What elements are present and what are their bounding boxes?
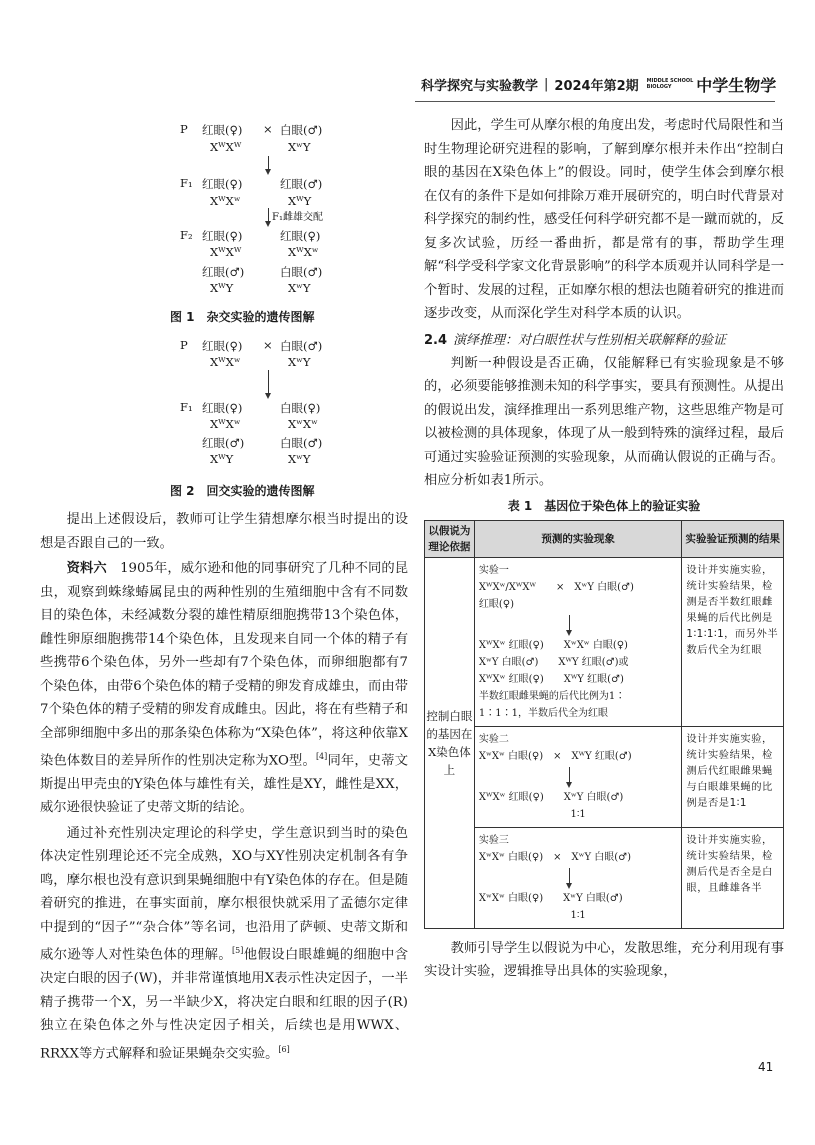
logo-en-line2: BIOLOGY <box>646 84 672 90</box>
fig2-f1-label: F₁ <box>180 400 193 414</box>
exp2-title: 实验二 <box>478 733 509 745</box>
header-basis: 以假说为理论依据 <box>425 520 475 557</box>
paragraph-morgan-perspective <box>424 114 784 326</box>
exp2-parents: XʷXʷ 白眼(♀) × XᵂY 红眼(♂) <box>478 750 632 762</box>
paragraph-text: 通过补充性别决定理论的科学史，学生意识到当时的染色体决定性别理论还不完全成熟，XO与XY性别决定机制各有争鸣，摩尔根也没有意识到果蝇细胞中有Y染色体的存在。但是随着研究的推进，在事实面前，摩尔根很快就采用了孟德尔定律中提到的“因子”“杂合体”等名词，也沿用了萨顿、史蒂文斯和威尔逊等人对性染色体的理解。 <box>40 825 408 963</box>
experiment-2-prediction <box>474 726 682 827</box>
experiment-1-result: 设计并实施实验，统计实验结果，检测是否半数红眼雌果蝇的后代比例是1∶1∶1∶1，而另外半数后代全为红眼 <box>682 557 784 726</box>
fig2-f1-c-genotype: XᵂY <box>210 452 234 466</box>
fig1-f2-d: 白眼(♂) <box>280 265 323 279</box>
paragraph-text: 因此，学生可从摩尔根的角度出发，考虑时代局限性和当时生物理论研究进程的影响，了解到摩尔根并未作出“控制白眼的基因在X染色体上”的假设。同时，使学生体会到摩尔根在仅有的条件下是如何排除万难开展研究的，明白时代背景对科学探究的制约性，感受任何科学研究都不是一蹴而就的，反复多次试验，历经一番曲折，都是常有的事，帮助学生理解“科学受科学家文化背景影响”的科学本质观并认同科学是一个暂时、发展的过程，正如摩尔根的想法也随着研究的推进而逐步改变，从而深化学生对科学本质的认识。 <box>424 118 784 321</box>
fig1-cross: × <box>263 122 273 136</box>
paragraph-sex-determination <box>40 822 408 1066</box>
fig2-arrow-icon <box>268 370 269 394</box>
citation-6: [6] <box>278 1044 290 1054</box>
fig2-f1-a-genotype: XᵂXʷ <box>210 417 241 431</box>
fig1-f1-female: 红眼(♀) <box>202 177 243 191</box>
experiment-3-result: 设计并实施实验，统计实验结果，检测后代是否全是白眼，且雌雄各半 <box>682 827 784 928</box>
logo-en-line1: MIDDLE SCHOOL <box>646 78 694 84</box>
paragraph-teacher-guidance <box>424 937 784 984</box>
paragraph-hypothesis-guess <box>40 508 408 555</box>
header-rule <box>415 101 775 102</box>
exp2-offspring: XᵂXʷ 红眼(♀) XʷY 白眼(♂) <box>478 791 624 803</box>
journal-section: 科学探究与实验教学 <box>421 78 539 94</box>
material-six-tail: 同年，史蒂文斯提出甲壳虫的Y染色体与雄性有关，雄性是XY，雌性是XX，威尔逊很快验证了史蒂文斯的结论。 <box>40 753 409 816</box>
paragraph-text: 教师引导学生以假说为中心，发散思维，充分利用现有事实设计实验，逻辑推导出具体的实验现象， <box>424 940 784 979</box>
figure-2-diagram <box>40 334 408 470</box>
citation-5: [5] <box>232 946 244 956</box>
figure-1-diagram <box>40 114 408 302</box>
fig2-p-female-genotype: XᵂXʷ <box>210 355 241 369</box>
table-1-caption: 表 1 基因位于染色体上的验证实验 <box>507 498 701 513</box>
fig1-f1-male-genotype: XᵂY <box>288 194 312 208</box>
fig1-f1-note: F₁雌雄交配 <box>272 212 323 223</box>
journal-logo-cn: 中学生物学 <box>696 75 777 95</box>
fig2-f1-b: 白眼(♀) <box>280 401 321 415</box>
fig2-f1-c: 红眼(♂) <box>202 436 245 450</box>
exp1-female: XᵂXʷ/XᵂXᵂ <box>478 581 536 593</box>
fig1-p-male-genotype: XʷY <box>288 140 311 154</box>
fig1-f2-b: 红眼(♀) <box>280 229 321 243</box>
fig1-p-male: 白眼(♂) <box>280 123 323 137</box>
header-result: 实验验证预测的结果 <box>682 520 784 557</box>
paragraph-tail: 他假设白眼雄蝇的细胞中含决定白眼的因子(W)，并非常谨慎地用X表示性决定因子，一半精子携带一个X，另一半缺少X，将决定白眼和红眼的因子(R)独立在染色体之外与性决定因子相关，后续也是用WWX、RRXX等方式解释和验证果蝇杂交实验。 <box>40 947 409 1062</box>
journal-issue: 2024年第2期 <box>554 78 639 94</box>
fig1-f1-female-genotype: XᵂXʷ <box>210 194 241 208</box>
fig2-f1-b-genotype: XʷXʷ <box>288 417 318 431</box>
fig1-f2-c-genotype: XᵂY <box>210 281 234 295</box>
exp1-cross: × XʷY 白眼(♂) <box>555 581 634 593</box>
material-six-text: 1905年，威尔逊和他的同事研究了几种不同的昆虫，观察到蛛缘蝽属昆虫的两种性别的生殖细胞中含有不同数目的染色体，未经减数分裂的雄性精原细胞携带13个染色体，雌性卵原细胞携带14个染色体，且发现来自同一个体的精子有些携带6个染色体，另外一些却有7个染色体，而卵细胞都有7个染色体，由带6个染色体的精子受精的卵发育成雄虫，而由带7个染色体的精子受精的卵发育成雌虫。因此，将在有些精子和全部卵细胞中多出的那条染色体称为“X染色体”，将这种依靠X染色体数目的差异所作的性别决定称为XO型。 <box>40 561 409 769</box>
fig2-f1-d: 白眼(♂) <box>280 436 323 450</box>
exp2-ratio: 1∶1 <box>570 808 586 820</box>
exp1-arrow-icon <box>479 613 678 637</box>
exp1-title: 实验一 <box>478 564 509 576</box>
fig2-p-label: P <box>180 338 188 352</box>
exp3-offspring: XʷXʷ 白眼(♀) XʷY 白眼(♂) <box>478 892 623 904</box>
exp1-offspring-2: XʷY 白眼(♂) XᵂY 红眼(♂)或 <box>478 656 629 668</box>
fig1-f2-d-genotype: XʷY <box>288 281 311 295</box>
fig1-f1-label: F₁ <box>180 176 193 190</box>
fig1-f2-a: 红眼(♀) <box>202 229 243 243</box>
experiment-3-prediction <box>474 827 682 928</box>
exp1-offspring-1: XᵂXʷ 红眼(♀) XʷXʷ 白眼(♀) <box>478 639 628 651</box>
fig1-f2-b-genotype: XᵂXʷ <box>288 245 319 259</box>
fig2-p-male-genotype: XʷY <box>288 355 311 369</box>
fig1-p-female: 红眼(♀) <box>202 123 243 137</box>
fig2-f1-d-genotype: XʷY <box>288 452 311 466</box>
paragraph-material-six <box>40 557 408 820</box>
section-heading-2-4 <box>424 330 784 352</box>
table-row-experiment-1 <box>425 557 784 726</box>
exp1-female-phenotype: 红眼(♀) <box>478 598 514 610</box>
section-title: 演绎推理：对白眼性状与性别相关联解释的验证 <box>453 332 727 348</box>
experiment-2-result: 设计并实施实验，统计实验结果，检测后代红眼雌果蝇与白眼雄果蝇的比例是否是1∶1 <box>682 726 784 827</box>
table-header-row <box>425 520 784 557</box>
paragraph-text: 提出上述假设后，教师可让学生猜想摩尔根当时提出的设想是否跟自己的一致。 <box>40 512 408 551</box>
exp1-offspring-3: XᵂXʷ 红眼(♀) XᵂY 红眼(♂) <box>478 673 624 685</box>
running-header <box>415 72 775 96</box>
fig2-cross: × <box>263 338 273 352</box>
table-row-experiment-3 <box>425 827 784 928</box>
table-row-experiment-2 <box>425 726 784 827</box>
header-prediction: 预测的实验现象 <box>474 520 682 557</box>
figure-2-caption: 图 2 回交实验的遗传图解 <box>170 484 315 498</box>
fig1-arrow-2-icon <box>268 208 269 222</box>
left-column <box>40 114 408 1068</box>
journal-logo-en <box>647 78 694 90</box>
section-number: 2.4 <box>424 332 448 348</box>
fig2-f1-a: 红眼(♀) <box>202 401 243 415</box>
citation-4: [4] <box>315 752 328 761</box>
page-number: 41 <box>758 1060 774 1074</box>
fig2-p-female: 红眼(♀) <box>202 339 243 353</box>
figure-1-caption: 图 1 杂交实验的遗传图解 <box>170 310 315 324</box>
material-six-lead: 资料六 <box>66 561 107 576</box>
fig1-f2-c: 红眼(♂) <box>202 265 245 279</box>
fig2-p-male: 白眼(♂) <box>280 339 323 353</box>
exp3-parents: XʷXʷ 白眼(♀) × XʷY 白眼(♂) <box>478 851 631 863</box>
exp3-title: 实验三 <box>478 834 509 846</box>
paragraph-deduction <box>424 352 784 493</box>
exp2-arrow-icon <box>479 765 678 789</box>
hypothesis-basis: 控制白眼的基因在X染色体上 <box>425 557 475 928</box>
exp1-parents <box>479 579 678 596</box>
fig1-f2-label: F₂ <box>180 228 193 242</box>
exp3-ratio: 1∶1 <box>570 909 586 921</box>
fig1-f2-a-genotype: XᵂXᵂ <box>210 245 242 259</box>
exp1-summary-1: 半数红眼雌果蝇的后代比例为1∶ <box>478 690 626 702</box>
experiment-1-prediction <box>474 557 682 726</box>
fig1-p-label: P <box>180 122 188 136</box>
right-column <box>424 114 784 986</box>
paragraph-text: 判断一种假设是否正确，仅能解释已有实验现象是不够的，必须要能够推测未知的科学事实，要具有预测性。从提出的假说出发，演绎推理出一系列思维产物，这些思维产物是可以被检测的具体现象，体现了从一般到特殊的演绎过程，最后可通过实验验证预测的实验现象，从而确认假说的正确与否。相应分析如表1所示。 <box>424 355 784 488</box>
fig1-p-female-genotype: XᵂXᵂ <box>210 140 242 154</box>
exp3-arrow-icon <box>479 866 678 890</box>
table-1 <box>424 520 784 929</box>
fig1-f1-male: 红眼(♂) <box>280 177 323 191</box>
fig1-arrow-1-icon <box>268 156 269 170</box>
exp1-summary-2: 1∶1∶1，半数后代全为红眼 <box>478 707 608 719</box>
header-separator-icon: | <box>544 76 549 92</box>
